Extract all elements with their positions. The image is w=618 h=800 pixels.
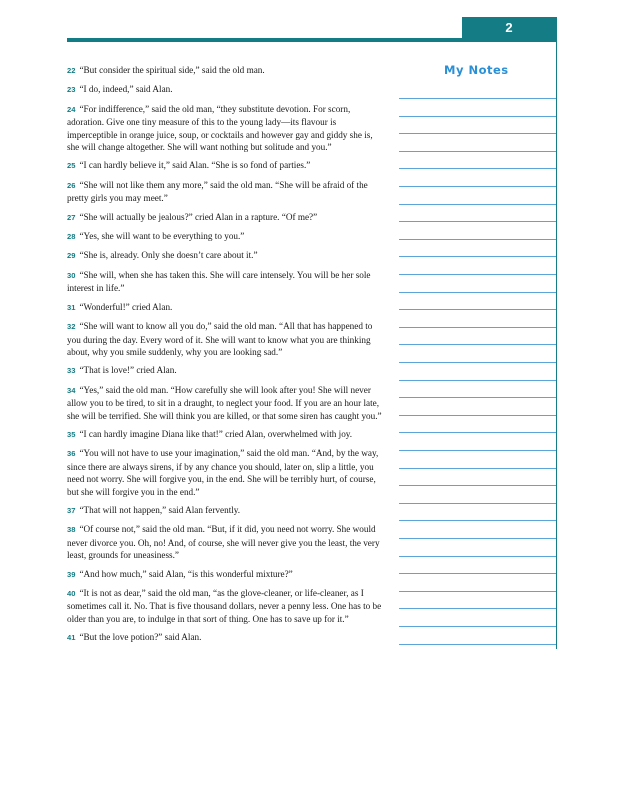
paragraph xyxy=(67,320,383,358)
paragraph xyxy=(67,587,383,625)
paragraph xyxy=(67,504,383,517)
paragraph-number: 23 xyxy=(67,85,76,95)
paragraph-text: “But consider the spiritual side,” said the old man. xyxy=(79,65,265,75)
note-line[interactable] xyxy=(399,221,556,222)
paragraph xyxy=(67,447,383,498)
note-line[interactable] xyxy=(399,397,556,398)
paragraph xyxy=(67,269,383,295)
note-line[interactable] xyxy=(399,151,556,152)
paragraph-number: 30 xyxy=(67,270,76,280)
paragraph-number: 40 xyxy=(67,589,76,598)
note-line[interactable] xyxy=(399,503,556,504)
note-line[interactable] xyxy=(399,468,556,469)
paragraph xyxy=(67,301,383,314)
paragraph-text: “But the love potion?” said Alan. xyxy=(79,632,202,643)
note-line[interactable] xyxy=(399,344,556,345)
paragraph-number: 33 xyxy=(67,366,76,376)
paragraph-text: “She will actually be jealous?” cried Alan in a rapture. “Of me?” xyxy=(79,211,318,222)
paragraph-number: 28 xyxy=(67,232,76,242)
paragraph xyxy=(67,83,383,96)
paragraph xyxy=(67,249,383,262)
note-line[interactable] xyxy=(399,591,556,592)
paragraph-text: “That is love!” cried Alan. xyxy=(79,365,177,376)
notes-title: My Notes xyxy=(444,63,509,77)
note-line[interactable] xyxy=(399,256,556,257)
paragraph-text: “Yes,” said the old man. “How carefully she will look after you! She will never allow you to be tired, to sit in a draught, to neglect your food. If you are an hour late, she will be terrified. She will think you are killed, or that some siren has caught you.” xyxy=(67,384,382,421)
note-line[interactable] xyxy=(399,274,556,275)
notes-area[interactable] xyxy=(399,0,557,800)
note-line[interactable] xyxy=(399,309,556,310)
paragraph-text: “That will not happen,” said Alan fervently. xyxy=(79,504,241,515)
paragraph-number: 31 xyxy=(67,302,76,312)
paragraph-number: 37 xyxy=(67,505,76,515)
paragraph xyxy=(67,179,383,205)
note-line[interactable] xyxy=(399,98,556,99)
note-line[interactable] xyxy=(399,327,556,328)
note-line[interactable] xyxy=(399,133,556,134)
paragraph-text: “Wonderful!” cried Alan. xyxy=(79,301,173,312)
note-line[interactable] xyxy=(399,239,556,240)
paragraph-number: 26 xyxy=(67,180,76,190)
paragraph-number: 38 xyxy=(67,525,76,535)
note-line[interactable] xyxy=(399,538,556,539)
paragraph xyxy=(67,230,383,243)
paragraph-text: “Yes, she will want to be everything to you.” xyxy=(79,231,245,242)
paragraph-number: 41 xyxy=(67,633,76,643)
paragraph xyxy=(67,211,383,224)
note-line[interactable] xyxy=(399,432,556,433)
note-line[interactable] xyxy=(399,520,556,521)
paragraph-text: “I can hardly believe it,” said Alan. “She is so fond of parties.” xyxy=(79,160,311,171)
paragraph xyxy=(67,523,383,561)
paragraph-text: “She will not like them any more,” said the old man. “She will be afraid of the pretty girls you may meet.” xyxy=(67,179,368,204)
note-line[interactable] xyxy=(399,186,556,187)
note-line[interactable] xyxy=(399,608,556,609)
paragraph-number: 36 xyxy=(67,449,76,459)
paragraph-text: “She is, already. Only she doesn’t care about it.” xyxy=(79,250,258,261)
story-text xyxy=(67,64,383,651)
note-line[interactable] xyxy=(399,380,556,381)
paragraph-number: 32 xyxy=(67,322,76,332)
paragraph-number: 39 xyxy=(67,569,76,579)
paragraph-number: 27 xyxy=(67,212,76,222)
paragraph xyxy=(67,568,383,581)
paragraph xyxy=(67,159,383,172)
paragraph xyxy=(67,631,383,644)
note-line[interactable] xyxy=(399,485,556,486)
paragraph xyxy=(67,103,383,154)
paragraph-number: 34 xyxy=(67,385,76,395)
note-line[interactable] xyxy=(399,415,556,416)
note-line[interactable] xyxy=(399,168,556,169)
paragraph-text: “I do, indeed,” said Alan. xyxy=(79,84,173,95)
note-line[interactable] xyxy=(399,204,556,205)
paragraph-text: “Of course not,” said the old man. “But, if it did, you need not worry. She would never divorce you. Oh, no! And, of course, she will never give you the least, the very least, grounds for uneasiness.” xyxy=(67,524,380,561)
paragraph xyxy=(67,64,383,77)
paragraph-text: “You will not have to use your imagination,” said the old man. “And, by the way, since there are always sirens, if by any chance you should, later on, slip a little, you need not worry. She will forgive you, in the end. She will be terribly hurt, of course, but she will forgive you in the end.” xyxy=(67,448,379,497)
note-line[interactable] xyxy=(399,644,556,645)
note-line[interactable] xyxy=(399,573,556,574)
paragraph-text: “She will want to know all you do,” said the old man. “All that has happened to you during the day. Every word of it. She will want to know what you are thinking about, why you smile suddenly, why you are looking sad.” xyxy=(67,321,373,357)
paragraph-number: 29 xyxy=(67,251,76,261)
paragraph xyxy=(67,364,383,377)
paragraph-text: “She will, when she has taken this. She will care intensely. You will be her sole interest in life.” xyxy=(67,269,371,294)
note-line[interactable] xyxy=(399,450,556,451)
paragraph-number: 25 xyxy=(67,161,76,171)
paragraph-number: 22 xyxy=(67,66,76,75)
note-line[interactable] xyxy=(399,292,556,293)
note-line[interactable] xyxy=(399,362,556,363)
note-line[interactable] xyxy=(399,626,556,627)
page-number: 2 xyxy=(505,20,513,35)
paragraph-text: “It is not as dear,” said the old man, “as the glove-cleaner, or life-cleaner, as I sometimes call it. No. That is five thousand dollars, never a penny less. One has to be older than you are, to indulge in that sort of thing. One has to save up for it.” xyxy=(67,588,382,624)
paragraph-text: “And how much,” said Alan, “is this wonderful mixture?” xyxy=(79,568,293,579)
note-line[interactable] xyxy=(399,556,556,557)
paragraph-text: “For indifference,” said the old man, “they substitute devotion. For scorn, adoration. Give one tiny measure of this to the young lady—its flavour is imperceptible in orange juice, soup, or cocktails and however gay and giddy she is, she will change altogether. She will want nothing but solitude and you.” xyxy=(67,103,373,153)
note-line[interactable] xyxy=(399,116,556,117)
paragraph-number: 24 xyxy=(67,104,76,114)
paragraph xyxy=(67,384,383,422)
paragraph-text: “I can hardly imagine Diana like that!” cried Alan, overwhelmed with joy. xyxy=(79,428,353,439)
paragraph xyxy=(67,428,383,441)
paragraph-number: 35 xyxy=(67,429,76,439)
